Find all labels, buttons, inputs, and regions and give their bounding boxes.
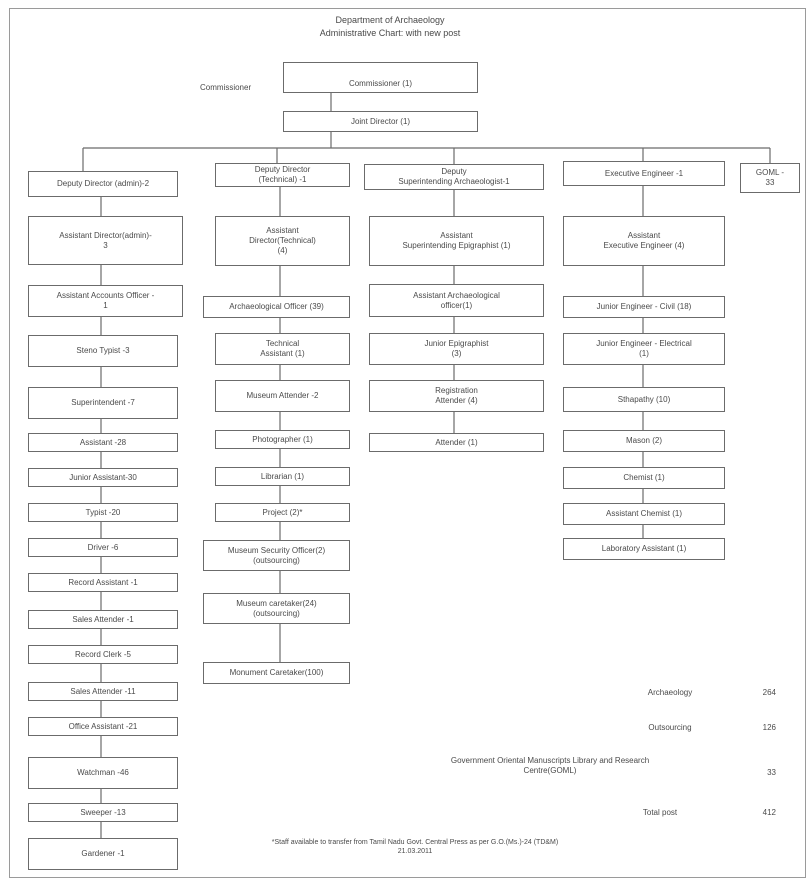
col3-box-1: Assistant Superintending Epigraphist (1): [369, 216, 544, 266]
col2-box-6: Librarian (1): [215, 467, 350, 486]
col2-box-10: Monument Caretaker(100): [203, 662, 350, 684]
col1-box-16: Gardener -1: [28, 838, 178, 870]
totals-label-2: Government Oriental Manuscripts Library and Research Centre(GOML): [450, 756, 650, 776]
col3-box-3: Junior Epigraphist (3): [369, 333, 544, 365]
commissioner-label: Commissioner: [200, 83, 252, 92]
col2-box-4: Museum Attender -2: [215, 380, 350, 412]
col1-box-7: Typist -20: [28, 503, 178, 522]
col4-box-4: Sthapathy (10): [563, 387, 725, 412]
col1-box-15: Sweeper -13: [28, 803, 178, 822]
totals-value-2: 33: [767, 768, 776, 777]
col3-box-4: Registration Attender (4): [369, 380, 544, 412]
col4-box-6: Chemist (1): [563, 467, 725, 489]
col4-box-5: Mason (2): [563, 430, 725, 452]
col1-box-8: Driver -6: [28, 538, 178, 557]
totals-label-3: Total post: [642, 808, 678, 817]
totals-value-1: 126: [762, 723, 776, 732]
col2-box-3: Technical Assistant (1): [215, 333, 350, 365]
col1-box-4: Superintendent -7: [28, 387, 178, 419]
commissioner-box: Commissioner (1): [283, 62, 478, 93]
col1-box-9: Record Assistant -1: [28, 573, 178, 592]
col4-box-1: Assistant Executive Engineer (4): [563, 216, 725, 266]
col1-box-12: Sales Attender -11: [28, 682, 178, 701]
col4-box-7: Assistant Chemist (1): [563, 503, 725, 525]
col1-box-14: Watchman -46: [28, 757, 178, 789]
header-line1: Department of Archaeology: [335, 15, 445, 25]
col2-box-7: Project (2)*: [215, 503, 350, 522]
col1-box-6: Junior Assistant-30: [28, 468, 178, 487]
col1-box-10: Sales Attender -1: [28, 610, 178, 629]
col2-box-2: Archaeological Officer (39): [203, 296, 350, 318]
col4-box-2: Junior Engineer - Civil (18): [563, 296, 725, 318]
col2-box-8: Museum Security Officer(2) (outsourcing): [203, 540, 350, 571]
col1-box-5: Assistant -28: [28, 433, 178, 452]
col4-box-0: Executive Engineer -1: [563, 161, 725, 186]
totals-value-3: 412: [762, 808, 776, 817]
col2-box-1: Assistant Director(Technical) (4): [215, 216, 350, 266]
totals-label-1: Outsourcing: [648, 723, 692, 732]
col1-box-11: Record Clerk -5: [28, 645, 178, 664]
joint-director-box: Joint Director (1): [283, 111, 478, 132]
col2-box-0: Deputy Director (Technical) -1: [215, 163, 350, 187]
col4-box-8: Laboratory Assistant (1): [563, 538, 725, 560]
col4-box-3: Junior Engineer - Electrical (1): [563, 333, 725, 365]
col3-box-2: Assistant Archaeological officer(1): [369, 284, 544, 317]
col3-box-5: Attender (1): [369, 433, 544, 452]
chart-header: [200, 14, 580, 40]
col1-box-3: Steno Typist -3: [28, 335, 178, 367]
col2-box-9: Museum caretaker(24) (outsourcing): [203, 593, 350, 624]
col1-box-2: Assistant Accounts Officer - 1: [28, 285, 183, 317]
col1-box-1: Assistant Director(admin)- 3: [28, 216, 183, 265]
header-line2: Administrative Chart: with new post: [319, 28, 461, 39]
col5-box-goml: GOML - 33: [740, 163, 800, 193]
totals-label-0: Archaeology: [647, 688, 693, 697]
totals-value-0: 264: [762, 688, 776, 697]
col1-box-13: Office Assistant -21: [28, 717, 178, 736]
col2-box-5: Photographer (1): [215, 430, 350, 449]
col3-box-0: Deputy Superintending Archaeologist-1: [364, 164, 544, 190]
col1-box-0: Deputy Director (admin)-2: [28, 171, 178, 197]
footnote: *Staff available to transfer from Tamil Nadu Govt. Central Press as per G.O.(Ms.)-24 (TD&M) 21.03.2011: [271, 839, 559, 856]
